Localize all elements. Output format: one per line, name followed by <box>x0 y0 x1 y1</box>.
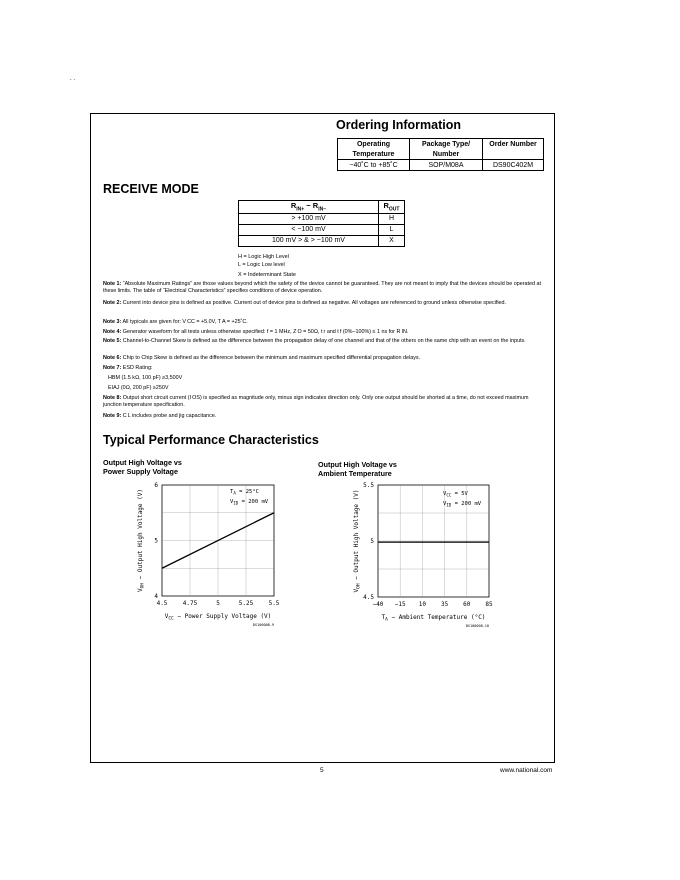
chart1-title: Output High Voltage vs Power Supply Voltage <box>103 458 182 476</box>
x-tick-label: 10 <box>418 601 427 608</box>
annotation: $V_{ID} = 200$ mV <box>230 499 269 506</box>
legend-item: X = Indeterminant State <box>238 272 296 278</box>
annotation: $V_{CC} = 5V$ <box>443 491 468 498</box>
legend-item: L = Logic Low level <box>238 262 285 268</box>
ordering-header: Temperature <box>338 149 410 160</box>
y-tick-label: 5 <box>154 537 158 545</box>
annotation: $V_{ID} = 200$ mV <box>443 501 482 508</box>
receive-header-input: $R_{IN+} - R_{IN-}$ <box>239 201 379 214</box>
note-9: Note 9: C L includes probe and jig capacitance. <box>103 413 217 419</box>
x-tick-label: 5 <box>216 600 220 607</box>
x-tick-label: 4.5 <box>156 600 168 607</box>
receive-cell: X <box>379 235 405 246</box>
receive-cell: 100 mV > & > −100 mV <box>239 235 379 246</box>
ordering-cell: −40˚C to +85˚C <box>338 160 410 171</box>
receive-cell: < −100 mV <box>239 224 379 235</box>
x-tick-label: 85 <box>485 601 493 608</box>
y-tick-label: 5.5 <box>363 482 374 489</box>
x-tick-label: 5.5 <box>268 600 280 607</box>
chart2-title: Output High Voltage vs Ambient Temperature <box>318 460 397 478</box>
y-axis-label: $V_{OH}$ − Output High Voltage (V) <box>137 489 146 592</box>
figure-id: DS100008-10 <box>465 624 489 628</box>
x-tick-label: 60 <box>463 601 471 608</box>
ordering-header: Number <box>410 149 483 160</box>
receive-cell: L <box>379 224 405 235</box>
ordering-header: Operating <box>338 139 410 150</box>
x-tick-label: −15 <box>394 601 406 608</box>
note-3: Note 3: All typicals are given for: V CC = +5.0V, T A = +25˚C. <box>103 319 248 325</box>
note-1: Note 1: “Absolute Maximum Ratings” are those values beyond which the safety of the device cannot be guaranteed. They are not meant to imply that the devices should be operated at these limits. The table of “Electrical Characteristics” specifies conditions of device operation. <box>103 281 542 295</box>
receive-cell: H <box>379 213 405 224</box>
y-tick-label: 6 <box>154 482 158 489</box>
note-6: Note 6: Chip to Chip Skew is defined as the difference between the minimum and maximum specified differential propagation delays. <box>103 355 421 361</box>
note-2: Note 2: Current into device pins is defined as positive. Current out of device pins is defined as negative. All voltages are referenced to ground unless otherwise specified. <box>103 300 507 306</box>
ordering-header <box>483 149 544 160</box>
tpc-title: Typical Performance Characteristics <box>103 433 319 447</box>
receive-cell: > +100 mV <box>239 213 379 224</box>
ordering-table <box>337 138 544 171</box>
corner-marks: . . <box>70 76 76 82</box>
x-tick-label: −40 <box>372 601 384 608</box>
ordering-title: Ordering Information <box>336 118 461 132</box>
x-axis-label: $T_A$ − Ambient Temperature (°C) <box>381 614 486 623</box>
chart2 <box>340 478 510 628</box>
note-5: Note 5: Channel-to-Channel Skew is defined as the difference between the propagation delay of one channel and that of the others on the same chip with an event on the inputs. <box>103 338 526 344</box>
y-axis-label: $V_{OH}$ − Output High Voltage (V) <box>353 489 362 593</box>
page-number: 5 <box>320 767 324 774</box>
ordering-header: Order Number <box>483 139 544 150</box>
legend-item: H = Logic High Level <box>238 254 289 260</box>
note-8: Note 8: Output short circuit current (I OS) is specified as magnitude only, minus sign indicates direction only. Only one output should be shorted at a time, do not exceed maximum junction temperature specification. <box>103 395 529 409</box>
note-7: Note 7: ESD Rating: <box>103 365 153 371</box>
ordering-cell: SOP/M08A <box>410 160 483 171</box>
ordering-cell: DS90C402M <box>483 160 544 171</box>
ordering-header: Package Type/ <box>410 139 483 150</box>
chart1 <box>125 478 295 628</box>
receive-header-output: $R_{OUT}$ <box>379 201 405 214</box>
note-7a: HBM (1.5 kΩ, 100 pF) ≥3,500V <box>108 375 183 381</box>
receive-legend <box>238 253 296 279</box>
annotation: $T_A = 25^\circ C$ <box>230 489 259 496</box>
y-tick-label: 5 <box>370 538 374 545</box>
x-axis-label: $V_{CC}$ − Power Supply Voltage (V) <box>164 613 272 622</box>
y-tick-label: 4.5 <box>363 594 374 601</box>
y-tick-label: 4 <box>154 593 158 600</box>
note-4: Note 4: Generator waveform for all tests unless otherwise specified: f = 1 MHz, Z O = 50Ω, t r and t f (0%–100%) ≤ 1 ns for R IN. <box>103 329 409 335</box>
x-tick-label: 4.75 <box>182 600 198 607</box>
figure-id: DS100008-9 <box>252 623 274 627</box>
receive-title: RECEIVE MODE <box>103 182 199 196</box>
note-7b: EIAJ (0Ω, 200 pF) ≥250V <box>108 385 169 391</box>
x-tick-label: 5.25 <box>238 600 254 607</box>
footer-url: www.national.com <box>500 767 553 774</box>
receive-table <box>238 200 405 247</box>
x-tick-label: 35 <box>440 601 449 608</box>
